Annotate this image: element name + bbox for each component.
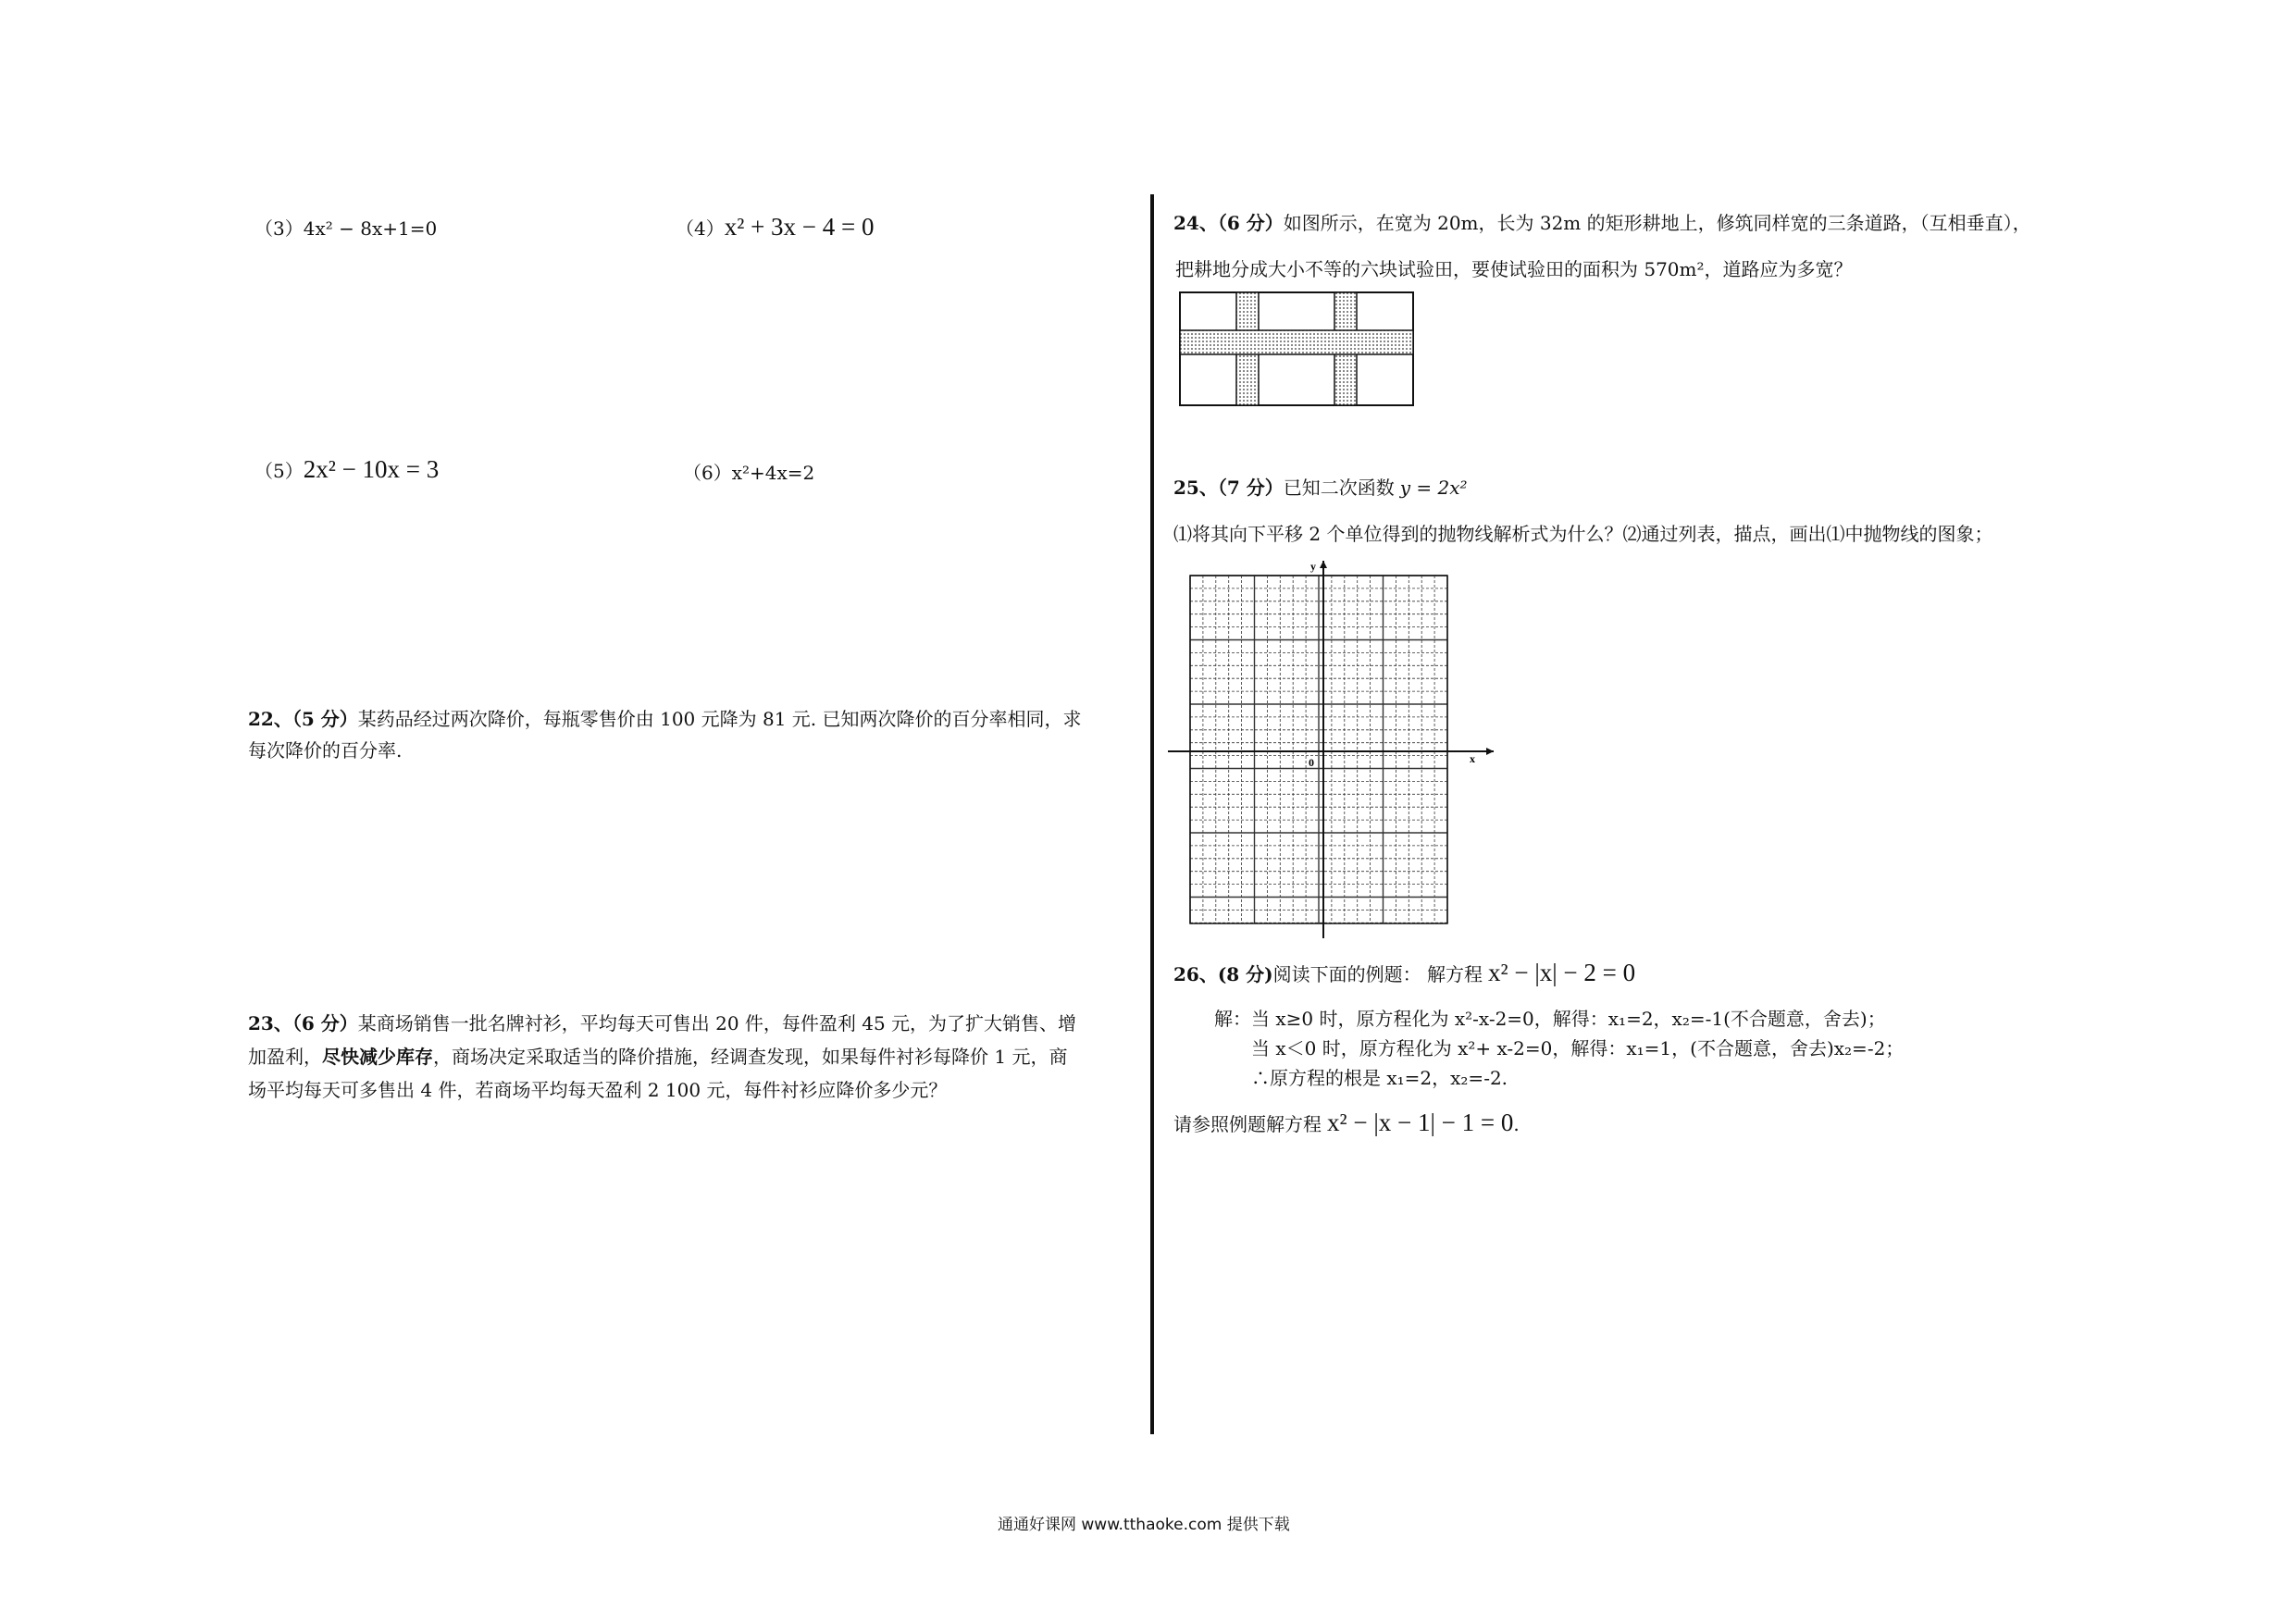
- equation-4-label: （4）: [676, 217, 725, 240]
- q26-solution-1: 解：当 x≥0 时，原方程化为 x²-x-2=0，解得：x₁=2，x₂=-1(不合题意，舍去)；: [1214, 1008, 1886, 1030]
- x-axis-label: x: [1470, 752, 1475, 765]
- q25-function: y = 2x²: [1399, 477, 1468, 499]
- q22-score: （5 分）: [292, 708, 358, 730]
- q22-line2: 每次降价的百分率.: [248, 739, 403, 762]
- question-26: [1173, 957, 1635, 990]
- equation-6: [683, 457, 814, 489]
- equation-6-expr: x²+4x=2: [731, 462, 815, 484]
- road-horizontal: [1180, 330, 1413, 354]
- q23-line3: 场平均每天可多售出 4 件，若商场平均每天盈利 2 100 元，每件衬衫应降价多少元？: [248, 1079, 948, 1101]
- q23-line2-b: ，商场决定采取适当的降价措施，经调查发现，如果每件衬衫每降价 1 元，商: [433, 1046, 1068, 1068]
- q26-task-equation: x² − |x − 1| − 1 = 0: [1327, 1109, 1514, 1136]
- q22-number: 22、: [248, 708, 292, 730]
- q26-task-text: 请参照例题解方程: [1173, 1113, 1322, 1135]
- q25-intro: 已知二次函数: [1283, 477, 1395, 499]
- q25-line2: ⑴将其向下平移 2 个单位得到的抛物线解析式为什么？⑵通过列表，描点，画出⑴中抛物线的图象；: [1173, 523, 1993, 545]
- equation-5-expr: 2x² − 10x = 3: [303, 455, 440, 483]
- question-25: [1173, 472, 1468, 503]
- equation-4-expr: x² + 3x − 4 = 0: [724, 213, 875, 241]
- q23-number: 23、: [248, 1012, 292, 1035]
- equation-4: [676, 211, 875, 244]
- equation-3-expr: 4x² − 8x+1=0: [303, 217, 438, 240]
- q26-solution-2: 当 x＜0 时，原方程化为 x²+ x-2=0，解得：x₁=1，(不合题意，舍去)x₂=-2；: [1251, 1037, 1905, 1059]
- q22-line1: 某药品经过两次降价，每瓶零售价由 100 元降为 81 元. 已知两次降价的百分率相同，求: [357, 708, 1082, 730]
- q23-line2-a: 加盈利，: [248, 1046, 322, 1068]
- q23-line2-bold: 尽快减少库存: [322, 1046, 433, 1068]
- q26-intro: 阅读下面的例题： 解方程: [1272, 963, 1483, 985]
- q25-score: （7 分）: [1217, 477, 1284, 499]
- question-23: [248, 1007, 1076, 1107]
- column-divider: [1150, 194, 1154, 1434]
- q26-task: [1173, 1107, 1520, 1140]
- q23-score: （6 分）: [292, 1012, 358, 1035]
- q25-number: 25、: [1173, 477, 1218, 499]
- q24-line2: 把耕地分成大小不等的六块试验田，要使试验田的面积为 570m²，道路应为多宽？: [1175, 258, 1853, 280]
- origin-label: 0: [1309, 756, 1314, 769]
- equation-5-label: （5）: [254, 460, 304, 482]
- q24-score: （6 分）: [1217, 212, 1284, 234]
- grid-lines: [1190, 576, 1447, 923]
- field-diagram: [1179, 291, 1416, 408]
- y-axis-label: y: [1310, 560, 1316, 573]
- y-axis-arrow: [1320, 561, 1327, 568]
- equation-3: [254, 213, 437, 244]
- equation-6-label: （6）: [683, 462, 732, 484]
- equation-5: [254, 453, 439, 487]
- coordinate-grid: [1168, 553, 1497, 938]
- q23-line1: 某商场销售一批名牌衬衫，平均每天可售出 20 件，每件盈利 45 元，为了扩大销售、增: [357, 1012, 1077, 1035]
- q26-score: (8 分): [1217, 963, 1273, 985]
- x-axis-arrow: [1486, 748, 1494, 755]
- footer-credit: 通通好课网 www.tthaoke.com 提供下载: [998, 1516, 1290, 1534]
- q26-task-end: .: [1513, 1113, 1520, 1135]
- q24-line1: 如图所示，在宽为 20m，长为 32m 的矩形耕地上，修筑同样宽的三条道路，（互相垂直），: [1283, 212, 2031, 234]
- q26-number: 26、: [1173, 963, 1218, 985]
- equation-3-label: （3）: [254, 217, 304, 240]
- q24-number: 24、: [1173, 212, 1218, 234]
- q26-equation: x² − |x| − 2 = 0: [1488, 959, 1636, 986]
- q26-solution-3: ∴原方程的根是 x₁=2，x₂=-2.: [1251, 1067, 1508, 1089]
- question-22: [248, 703, 1082, 766]
- question-24: [1173, 200, 2031, 292]
